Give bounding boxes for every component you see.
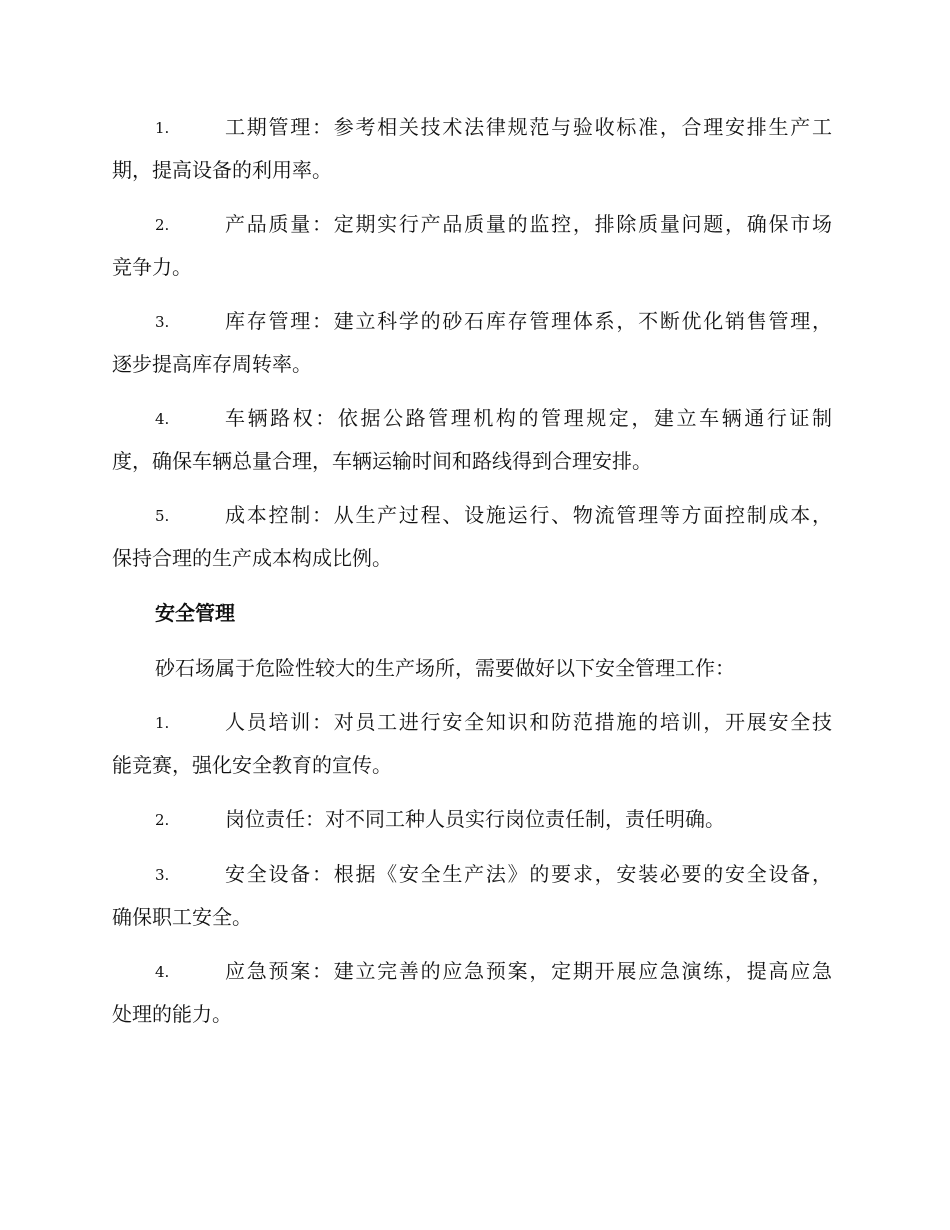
intro-paragraph: 砂石场属于危险性较大的生产场所，需要做好以下安全管理工作：: [155, 656, 735, 680]
list-item-number: 3.: [155, 866, 170, 884]
list-item-number: 1.: [155, 119, 170, 137]
list-item-text-continued: 竞争力。: [112, 255, 192, 279]
list-item-text-continued: 能竞赛，强化安全教育的宣传。: [112, 753, 392, 777]
list-item-number: 2.: [155, 216, 170, 234]
list-item-text-continued: 处理的能力。: [112, 1002, 232, 1026]
list-item-text-continued: 期，提高设备的利用率。: [112, 158, 332, 182]
list-item-number: 4.: [155, 410, 170, 428]
list-item-text: 应急预案：建立完善的应急预案，定期开展应急演练，提高应急: [225, 959, 832, 983]
list-item-number: 2.: [155, 811, 170, 829]
list-item-text: 工期管理：参考相关技术法律规范与验收标准，合理安排生产工: [225, 115, 832, 139]
list-item-text-continued: 保持合理的生产成本构成比例。: [112, 546, 392, 570]
list-item-text: 人员培训：对员工进行安全知识和防范措施的培训，开展安全技: [225, 710, 832, 734]
list-item-text: 成本控制：从生产过程、设施运行、物流管理等方面控制成本，: [225, 503, 832, 527]
list-item-number: 4.: [155, 963, 170, 981]
list-item-number: 1.: [155, 714, 170, 732]
list-item-text: 库存管理：建立科学的砂石库存管理体系，不断优化销售管理，: [225, 309, 832, 333]
list-item-text-continued: 度，确保车辆总量合理，车辆运输时间和路线得到合理安排。: [112, 449, 652, 473]
list-item-text: 车辆路权：依据公路管理机构的管理规定，建立车辆通行证制: [225, 406, 832, 430]
list-item-text: 岗位责任：对不同工种人员实行岗位责任制，责任明确。: [225, 807, 725, 831]
list-item-number: 5.: [155, 507, 170, 525]
list-item-text: 产品质量：定期实行产品质量的监控，排除质量问题，确保市场: [225, 212, 832, 236]
list-item-text: 安全设备：根据《安全生产法》的要求，安装必要的安全设备，: [225, 862, 832, 886]
list-item-text-continued: 确保职工安全。: [112, 905, 252, 929]
list-item-number: 3.: [155, 313, 170, 331]
list-item-text-continued: 逐步提高库存周转率。: [112, 352, 312, 376]
section-heading: 安全管理: [155, 601, 235, 625]
